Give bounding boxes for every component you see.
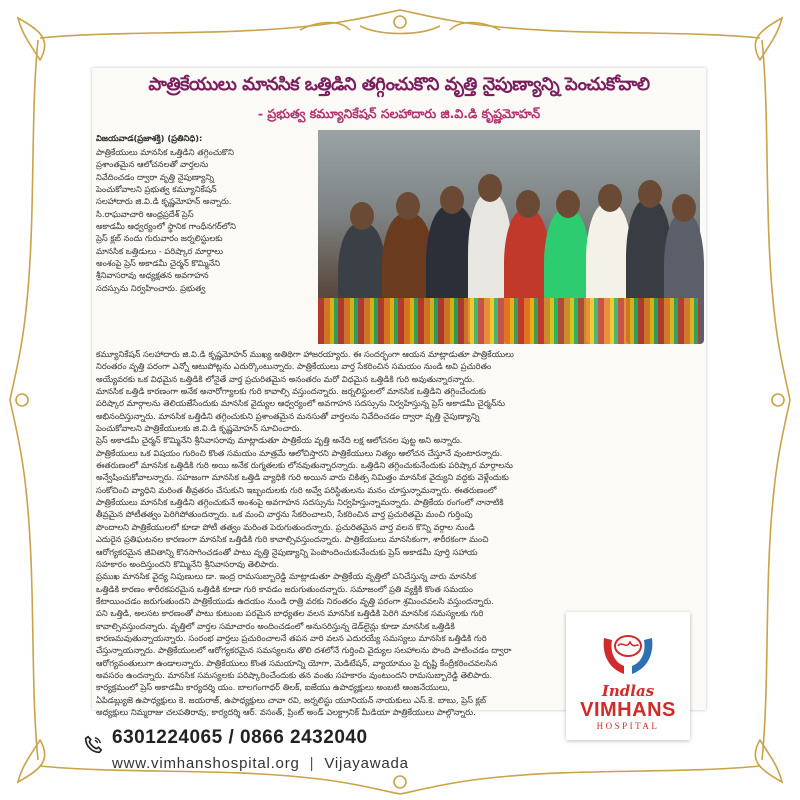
body-line: అధ్యక్షులు నిమ్మరాజు చలపతిరావు, కార్యదర్శి ఆర్. వసంత్, ప్రింట్ అండ్ ఎలక్ట్రానిక్ మీడియా పాత్రికేయులు పాల్గొన్నారు. bbox=[96, 706, 476, 717]
body-line: ఎదురైన ప్రతిఘటనల కారణంగా మానసిక ఒత్తిడికి గురి కావాల్సివస్తుందన్నారు. పాత్రికేయులు మానసికంగా, శారీరకంగా మంచి bbox=[96, 534, 489, 545]
contact-phones: 6301224065 / 0866 2432040 bbox=[112, 727, 368, 748]
left-column-line: ప్రశాంతమైన ఆలోచనలతో వార్తలను bbox=[96, 159, 209, 170]
left-column-line: నివేదించడం ద్వారా వృత్తి నైపుణ్యాన్ని bbox=[96, 171, 214, 182]
body-line: అన్వేషించుకోవాలన్నారు. సహజంగా మానసిక ఒత్తిడి వ్యాధికి గురి అయిన వారు చికిత్స నిమిత్తం మానసిక వైద్యుని వద్దకు వెళ్లేందుకు bbox=[96, 472, 509, 483]
logo-vimhans-text: VIMHANS bbox=[580, 699, 676, 721]
body-line: పొందాలని పాత్రికేయులలో కూడా పోటీ తత్వం మరింత పెరుగుతుందన్నారు. ప్రచురితమైన వార్త వలన కొన్ని వర్గాల నుండి bbox=[96, 521, 475, 532]
body-line: అవసరం ఉందన్నారు. మానసిక సమస్యలకు పరిష్కారించేందుకు తన వంతు సహకారం వుంటుందని రామసుబ్బారెడ్డి తెలిపారు. bbox=[96, 669, 493, 680]
body-line: మానసిక ఒత్తిడి కారణంగా అనేక అనారోగ్యాలకు గురి కావాల్సి వస్తుందన్నారు. జర్నలిస్టులలో మానసిక ఒత్తిడిని తగ్గించేందుకు bbox=[96, 386, 486, 397]
body-line: అయ్యేవరకు ఒక విధమైన ఒత్తిడికి లోనైతే వార్త ప్రచురితమైన అనంతరం మరో విధమైన ఒత్తిడికి గురి అవుతున్నారన్నారు. bbox=[96, 373, 475, 384]
body-line: కార్యక్రమంలో ప్రెస్ అకాడమీ కార్యదర్శి యం. బాలగంగాధర్ తిలక్, ఐజేయు ఉపాధ్యక్షులు అంబటి ఆంజనేయులు, bbox=[96, 682, 451, 693]
article-subheadline: - ప్రభుత్వ కమ్యూనికేషన్ సలహాదారు జి.వి.డి కృష్ణమోహన్ bbox=[257, 106, 541, 121]
left-column-line: శ్రీనివాసరావు అధ్యక్షతన అవగాహన bbox=[96, 270, 209, 281]
body-line: పాత్రికేయులు ఒక విషయం గురించి కొంత సమయం మాత్రమే ఆలోచిస్తారని పాత్రికేయులు నిత్యం ఆలోచన చేస్తూనే వుంటారన్నారు. bbox=[96, 447, 503, 458]
body-line: కావాల్సివస్తుందన్నారు. వృత్తిలో వార్తల సమాచారం అందించడంలో అనుసరిస్తున్న డెడ్‌లైన్లు కూడా మానసిక ఒత్తిడికి bbox=[96, 620, 455, 631]
body-line: ఆరోగ్యకరమైన జీవితాన్ని కొనసాగించడంతో పాటు వృత్తి నైపుణ్యాన్ని పెంపొందించుకునేందుకు ప్రెస్ అకాడమీ పూర్తి సహాయ bbox=[96, 546, 478, 557]
body-line: ప్రముఖ మానసిక వైద్య నిపుణులు డా. ఇంద్ర రామసుబ్బారెడ్డి మాట్లాడుతూ పాత్రికేయ వృత్తిలో పనిచేస్తున్న వారు మానసిక bbox=[96, 571, 477, 582]
body-line: పని ఒత్తిడి, అలసట కారణంతో పాటు కుటుంబ పరమైన బాధ్యతల వలన మానసిక ఒత్తిడికి పెరిగి మానసిక సమస్యలకు గురి bbox=[96, 608, 484, 619]
article-dateline: విజయవాడ(ప్రజాశక్తి) (ప్రతినిధి): bbox=[96, 133, 203, 143]
footer-web-line bbox=[112, 755, 409, 772]
website-link[interactable]: www.vimhanshospital.org bbox=[112, 755, 300, 772]
body-line: సహకారం అందిస్తుందని కొమ్మినేని శ్రీనివాసరావు తెలిపారు. bbox=[96, 558, 280, 569]
body-line: కారణమవుతున్నాయన్నారు. సంరంభ వార్తలు ప్రచురించాలనే తపన వారి వలన ఎదురయ్యే సమస్యలు మానసిక ఒత్తిడికి గురి bbox=[96, 632, 487, 643]
body-line: పాత్రికేయులు మానసిక ఒత్తిడిని తగ్గించుకునే అంశంపై అవగాహన సదస్సును నిర్వహిస్తున్నామన్నారు. పాత్రికేయ రంగంలో నానాటికి bbox=[96, 497, 504, 508]
left-column-line: మానసిక ఒత్తిడులు - పరిష్కార మార్గాలు bbox=[96, 245, 224, 256]
article-headline: పాత్రికేయులు మానసిక ఒత్తిడిని తగ్గించుకొని వృత్తి నైపుణ్యాన్ని పెంచుకోవాలి bbox=[148, 74, 650, 95]
body-line: నిరంతరం వృత్తి పరంగా ఎన్నో ఆటుపోట్లను ఎదుర్కొంటున్నారు. పాత్రికేయులు వార్త సేకరించిన సమయం నుండి అవి ప్రచురితం bbox=[96, 361, 492, 372]
logo-indlas-text: Indlas bbox=[601, 682, 655, 700]
body-line: కమ్యూనికేషన్ సలహాదారు జి.వి.డి కృష్ణమోహన్ ముఖ్య అతిథిగా హాజరయ్యారు. ఈ సందర్భంగా ఆయన మాట్లాడుతూ పాత్రికేయులు bbox=[96, 349, 514, 359]
event-photo bbox=[318, 130, 700, 344]
body-line: ప్రెస్ అకాడమీ చైర్మన్ కొమ్మినేని శ్రీనివాసరావు మాట్లాడుతూ పాత్రికేయ వృత్తి అనేది లక్ష ఆలోచనల పుట్ట అని అన్నారు. bbox=[96, 435, 463, 446]
left-column-line: సలహాదారు జి.వి.డి కృష్ణమోహన్ అన్నారు. bbox=[96, 196, 232, 207]
vimhans-logo bbox=[566, 612, 690, 740]
hands-brain-icon bbox=[598, 620, 658, 680]
footer-city: Vijayawada bbox=[324, 755, 409, 772]
body-line: సంకోచించి వ్యాధిని మరింత తీవ్రతరం చేసుకుని ఇబ్బందులకు గురి అవ్వే పరిస్థితులను మనం చూస్తున్నామన్నారు. ఈతరుణంలో bbox=[96, 484, 497, 495]
body-line: ఆరోగ్యవంతులుగా ఉండాలన్నారు. పాత్రికేయులు కొంత సమయాన్ని యోగా, మెడిటేషన్, వ్యాయామం పై దృష్టి కేంద్రీకరించవలసిన bbox=[96, 657, 498, 668]
body-line: కేటాయించడం జరుగుతుందని పాత్రికేయుడు ఉదయం నుండి రాత్రి వరకు నిరంతరం వృత్తి పరంగా శ్రమించవలసి వస్తుందన్నారు. bbox=[96, 595, 494, 606]
logo-hospital-text: HOSPITAL bbox=[596, 721, 660, 731]
left-column-line: సి.రాఘవాచారి ఆంధ్రప్రదేశ్ ప్రెస్ bbox=[96, 208, 194, 219]
body-line: అభినందిస్తున్నారు. మానసిక ఒత్తిడిని తగ్గించుకుని ప్రశాంతమైన మనసుతో వార్తలను నివేదించడం ద్వారా వృత్తి నైపుణ్యాన్ని bbox=[96, 410, 480, 421]
left-column-line: పెంచుకోవాలని ప్రభుత్వ కమ్యూనికేషన్ bbox=[96, 184, 217, 195]
body-line: ఏపిడబ్ల్యుజె ఉపాధ్యక్షులు కె. జయరాజ్, ఉపాధ్యక్షులు చావా రవి, జర్నలిస్టు యూనియన్ నాయకులు ఎస్.కె. బాబు, ప్రెస్ క్లబ్ bbox=[96, 694, 487, 705]
article-left-column bbox=[96, 146, 312, 294]
left-column-line: అకాడమీ ఆధ్వర్యంలో స్థానిక గాంధీనగర్‌లోని bbox=[96, 221, 236, 232]
body-line: పెంచుకోవాలని పాత్రికేయులకు జి.వి.డి కృష్ణమోహన్ సూచించారు. bbox=[96, 423, 303, 434]
body-line: చేస్తున్నాయన్నారు. పాత్రికేయులలో ఆరోగ్యకరమైన సమస్యలను తొలి దశలోనే గుర్తించి వైద్యుల సలహాలను పొంది పాటించడం ద్వారా bbox=[96, 645, 512, 656]
body-line: పరిష్కార మార్గాలను తెలియజేసేందుకు మానసిక వైద్యుల ఆధ్వర్యంలో అవగాహన సదస్సును నిర్వహిస్తున్న ప్రెస్ అకాడమీ చైర్మన్‌ను bbox=[96, 398, 506, 409]
left-column-line: సదస్సును నిర్వహించారు. ప్రభుత్వ bbox=[96, 282, 206, 293]
body-line: తీవ్రమైన పోటీతత్వం పెరిగిపోతుందన్నారు. ఒక మంచి వార్తను సేకరించాలని, సేకరించిన వార్త ప్రచురితమై మంచి గుర్తింపు bbox=[96, 509, 473, 520]
body-line: ఈతరుణంలో మానసిక ఒత్తిడికి గురి అయి అనేక రుగ్మతలకు లోనవుతున్నారన్నారు. ఒత్తిడిని తగ్గించుకునేందుకు పరిష్కార మార్గాలను bbox=[96, 460, 513, 471]
footer-separator: | bbox=[309, 755, 315, 772]
left-column-line: అంశంపై ప్రెస్ అకాడమీ చైర్మన్ కొమ్మినేని bbox=[96, 258, 221, 269]
body-line: ఒత్తిడికి కారణం శారీరకపరమైన ఒత్తిడికి కూడా గురి కావడం జరుగుతుందన్నారు. సమాజంలో ప్రతి వ్యక్తికి కొంత సమయం bbox=[96, 583, 473, 594]
phone-icon bbox=[82, 734, 104, 756]
left-column-line: ప్రెస్ క్లబ్ నందు గురువారం జర్నలిస్టులకు bbox=[96, 233, 223, 244]
left-column-line: పాత్రికేయులు మానసిక ఒత్తిడిని తగ్గించుకొని bbox=[96, 147, 234, 157]
